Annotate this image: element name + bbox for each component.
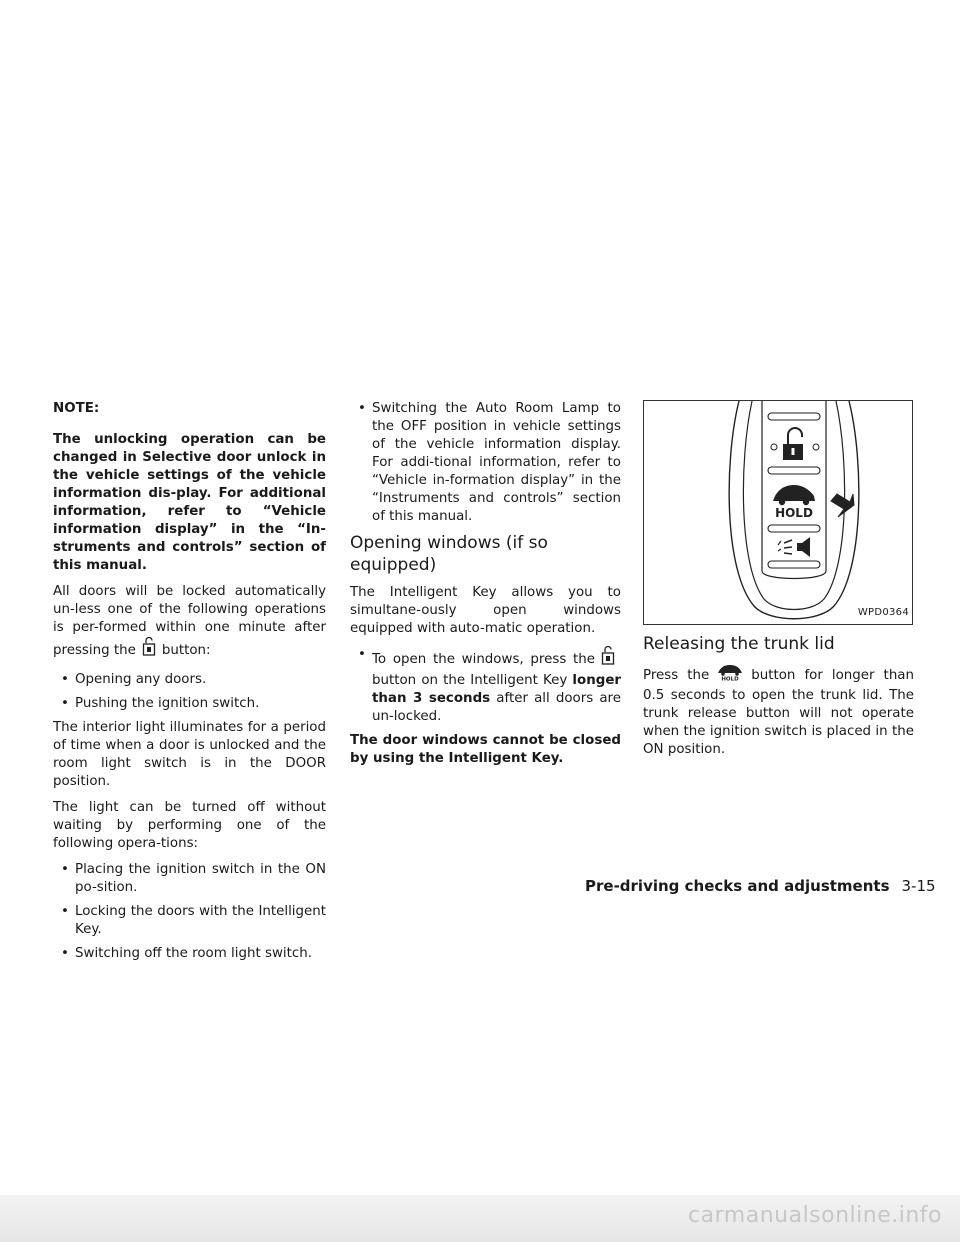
windows-intro: The Intelligent Key allows you to simultane-ously open windows equipped with auto-matic operation.: [350, 585, 621, 636]
list-item: [350, 646, 621, 726]
trunk-hold-icon: [715, 663, 745, 687]
note-text: The unlocking operation can be changed in Selective door unlock in the vehicle settings of the vehicle information dis-play. For additional information, refer to “Vehicle information display” in the “In-struments and controls” section of this manual.: [53, 432, 326, 573]
auto-lock-text: All doors will be locked automatically un-less one of the following operations is per-formed within one minute after pressing the: [53, 584, 326, 658]
windows-heading: Opening windows (if so equipped): [350, 533, 548, 575]
windows-step-text: To open the windows, press the: [372, 652, 595, 667]
figure-code: WPD0364: [857, 607, 909, 618]
watermark-band: [0, 1195, 960, 1242]
trunk-text: button for longer than 0.5 seconds to open the trunk lid. The trunk release button will not operate when the ignition switch is placed in the ON position.: [643, 668, 914, 757]
trunk-car-icon: [773, 485, 815, 505]
windows-warning: The door windows cannot be closed by using the Intelligent Key.: [350, 733, 621, 766]
list-item: • Locking the doors with the Intelligent Key.: [53, 903, 326, 939]
continued-list: [350, 400, 621, 526]
note-label: NOTE:: [53, 401, 100, 416]
windows-step-text: after all doors are un-locked.: [372, 691, 621, 724]
windows-step-text: button on the Intelligent Key: [372, 673, 568, 688]
turn-off-list: [53, 861, 326, 963]
right-column: [643, 400, 914, 767]
page-footer: [585, 877, 936, 895]
intelligent-key-figure: [643, 400, 913, 625]
windows-step-emphasis: longer than 3 seconds: [372, 673, 621, 706]
left-column: [53, 400, 326, 969]
list-item: • Switching off the room light switch.: [53, 945, 326, 963]
trunk-heading: Releasing the trunk lid: [643, 634, 835, 654]
windows-list: [350, 646, 621, 726]
auto-lock-list: [53, 671, 326, 713]
hold-label: HOLD: [775, 506, 813, 520]
panic-horn-icon: [778, 537, 810, 557]
padlock-icon: [783, 428, 803, 460]
trunk-paragraph: [643, 663, 914, 759]
section-title: Pre-driving checks and adjustments: [585, 877, 890, 895]
auto-lock-button-word: button:: [161, 643, 211, 658]
middle-column: [350, 400, 621, 776]
unlock-key-icon: [142, 637, 156, 663]
svg-text:HOLD: HOLD: [721, 676, 739, 681]
list-item: • Switching the Auto Room Lamp to the OFF position in vehicle settings of the vehicle information display. For addi-tional information, refer to “Vehicle in-formation display” in the “Instruments and controls” section of this manual.: [350, 400, 621, 526]
list-item: • Opening any doors.: [53, 671, 326, 689]
turn-off-intro: The light can be turned off without waiting by performing one of the following opera-tions:: [53, 800, 326, 851]
unlock-key-icon: [601, 646, 615, 672]
intelligent-key-illustration: [644, 401, 913, 625]
list-item: • Pushing the ignition switch.: [53, 695, 326, 713]
watermark-text: carmanualsonline.info: [688, 1203, 942, 1228]
trunk-text: Press the: [643, 668, 710, 683]
list-item: • Placing the ignition switch in the ON po-sition.: [53, 861, 326, 897]
interior-light-paragraph: The interior light illuminates for a period of time when a door is unlocked and the room light switch is in the DOOR position.: [53, 720, 326, 789]
page-number: 3-15: [901, 877, 936, 895]
auto-lock-paragraph: [53, 583, 326, 663]
